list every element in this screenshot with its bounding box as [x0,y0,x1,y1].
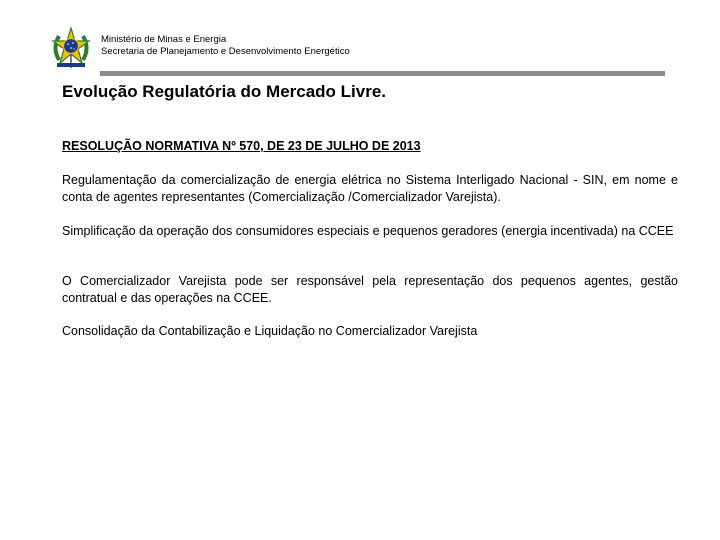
brazil-coat-of-arms-icon [49,26,93,70]
paragraph-retail-trader: O Comercializador Varejista pode ser responsável pela representação dos pequenos agentes, gestão contratual e das operações na CCEE. [62,274,678,305]
ministry-name: Ministério de Minas e Energia [101,34,227,45]
header-divider [100,71,665,76]
ministry-header [101,34,350,58]
paragraph-simplification: Simplificação da operação dos consumidores especiais e pequenos geradores (energia incentivada) na CCEE [62,224,674,238]
resolution-heading: RESOLUÇÃO NORMATIVA Nº 570, DE 23 DE JULHO DE 2013 [62,139,421,153]
paragraph-regulation: Regulamentação da comercialização de energia elétrica no Sistema Interligado Nacional - SIN, em nome e conta de agentes representantes (Comercialização /Comercializador Varejista). [62,173,678,204]
slide-title: Evolução Regulatória do Mercado Livre. [62,82,387,101]
paragraph-consolidation: Consolidação da Contabilização e Liquidação no Comercializador Varejista [62,324,478,338]
secretariat-name: Secretaria de Planejamento e Desenvolvimento Energético [101,46,350,57]
